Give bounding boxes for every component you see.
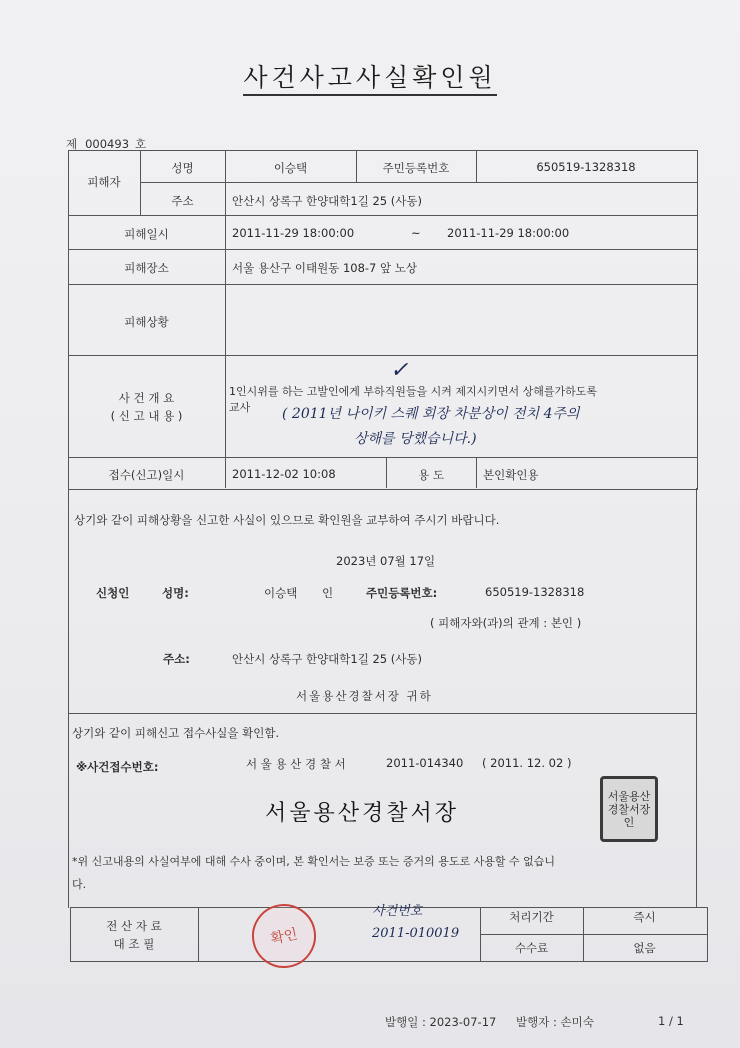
receipt-number: 2011-014340 — [386, 756, 464, 770]
notice-text-cont: 다. — [72, 878, 87, 891]
applicant-address-label: 주소: — [163, 652, 190, 666]
handwritten-check: ✓ — [390, 358, 409, 383]
request-statement: 상기와 같이 피해상황을 신고한 사실이 있으므로 확인원을 교부하여 주시기 바랍니다. — [74, 513, 500, 527]
request-date: 2023년 07월 17일 — [336, 554, 436, 568]
incident-date-separator: ~ — [411, 226, 421, 240]
incident-date-label: 피해일시 — [124, 227, 169, 241]
fee-value: 없음 — [633, 941, 656, 955]
rrn-label: 주민등록번호 — [382, 161, 450, 175]
rrn-value: 650519-1328318 — [536, 160, 636, 174]
incident-place-label: 피해장소 — [124, 261, 169, 275]
handwritten-note-2: 상해를 당했습니다.) — [354, 431, 477, 447]
addressee: 서울용산경찰서장 귀하 — [296, 689, 433, 703]
document-title: 사건사고사실확인원 — [0, 58, 740, 94]
handwritten-case-label: 사건번호 — [372, 904, 423, 919]
incident-date-from: 2011-11-29 18:00:00 — [232, 226, 355, 240]
summary-label: 사 건 개 요 — [118, 391, 175, 405]
processing-period-value: 즉시 — [633, 910, 656, 924]
incident-date-to: 2011-11-29 18:00:00 — [447, 226, 570, 240]
fee-label: 수수료 — [514, 941, 549, 955]
situation-label: 피해상황 — [124, 315, 169, 329]
address-value: 안산시 상록구 한양대학1길 25 (사동) — [232, 194, 422, 208]
receipt-station: 서 울 용 산 경 찰 서 — [246, 757, 346, 771]
applicant-rrn-value: 650519-1328318 — [485, 585, 585, 599]
name-value: 이승택 — [273, 161, 308, 175]
incident-place-value: 서울 용산구 이태원동 108-7 앞 노상 — [232, 261, 418, 275]
computer-check-label: 전 산 자 료 — [106, 919, 162, 933]
handwritten-case-number: 2011-010019 — [372, 926, 460, 941]
received-label: 접수(신고)일시 — [108, 468, 185, 482]
applicant-rrn-label: 주민등록번호: — [366, 586, 438, 600]
applicant-name-value: 이승택 — [264, 586, 298, 600]
issue-date: 발행일 : 2023-07-17 — [385, 1015, 497, 1029]
computer-check-label-2: 대 조 필 — [113, 937, 155, 951]
handwritten-note-1: ( 2011년 나이키 스퀘 회장 차분상이 전치 4주의 — [282, 406, 580, 422]
issuer: 발행자 : 손미숙 — [516, 1015, 594, 1029]
receipt-number-label: ※사건접수번호: — [76, 760, 159, 774]
name-label: 성명 — [171, 161, 194, 175]
summary-text-cont: 교사 — [229, 401, 251, 414]
summary-text: 1인시위를 하는 고발인에게 부하직원들을 시켜 제지시키면서 상해를가하도록 — [229, 385, 598, 398]
address-label: 주소 — [171, 194, 194, 208]
applicant-name-label: 성명: — [162, 586, 189, 600]
received-value: 2011-12-02 10:08 — [232, 467, 336, 481]
usage-value: 본인확인용 — [483, 468, 539, 482]
receipt-date: ( 2011. 12. 02 ) — [482, 756, 572, 770]
page-number: 1 / 1 — [658, 1014, 684, 1028]
confirm-statement: 상기와 같이 피해신고 접수사실을 확인함. — [72, 726, 280, 740]
usage-label: 용 도 — [418, 468, 444, 482]
police-chief-name: 서울용산경찰서장 — [265, 801, 460, 826]
document-number: 제 000493 호 — [66, 137, 147, 151]
applicant-label: 신청인 — [96, 586, 130, 600]
applicant-address-value: 안산시 상록구 한양대학1길 25 (사동) — [232, 652, 422, 666]
summary-sublabel: ( 신 고 내 용 ) — [110, 409, 183, 423]
notice-text: *위 신고내용의 사실여부에 대해 수사 중이며, 본 확인서는 보증 또는 증거의 용도로 사용할 수 없습니 — [72, 855, 555, 868]
victim-label: 피해자 — [87, 175, 121, 189]
applicant-relation: ( 피해자와(과)의 관계 : 본인 ) — [430, 616, 582, 630]
processing-period-label: 처리기간 — [509, 910, 554, 924]
applicant-seal-mark: 인 — [322, 586, 334, 600]
red-seal: 확인 — [246, 898, 322, 974]
official-stamp: 서울용산경찰서장인 — [600, 776, 658, 842]
